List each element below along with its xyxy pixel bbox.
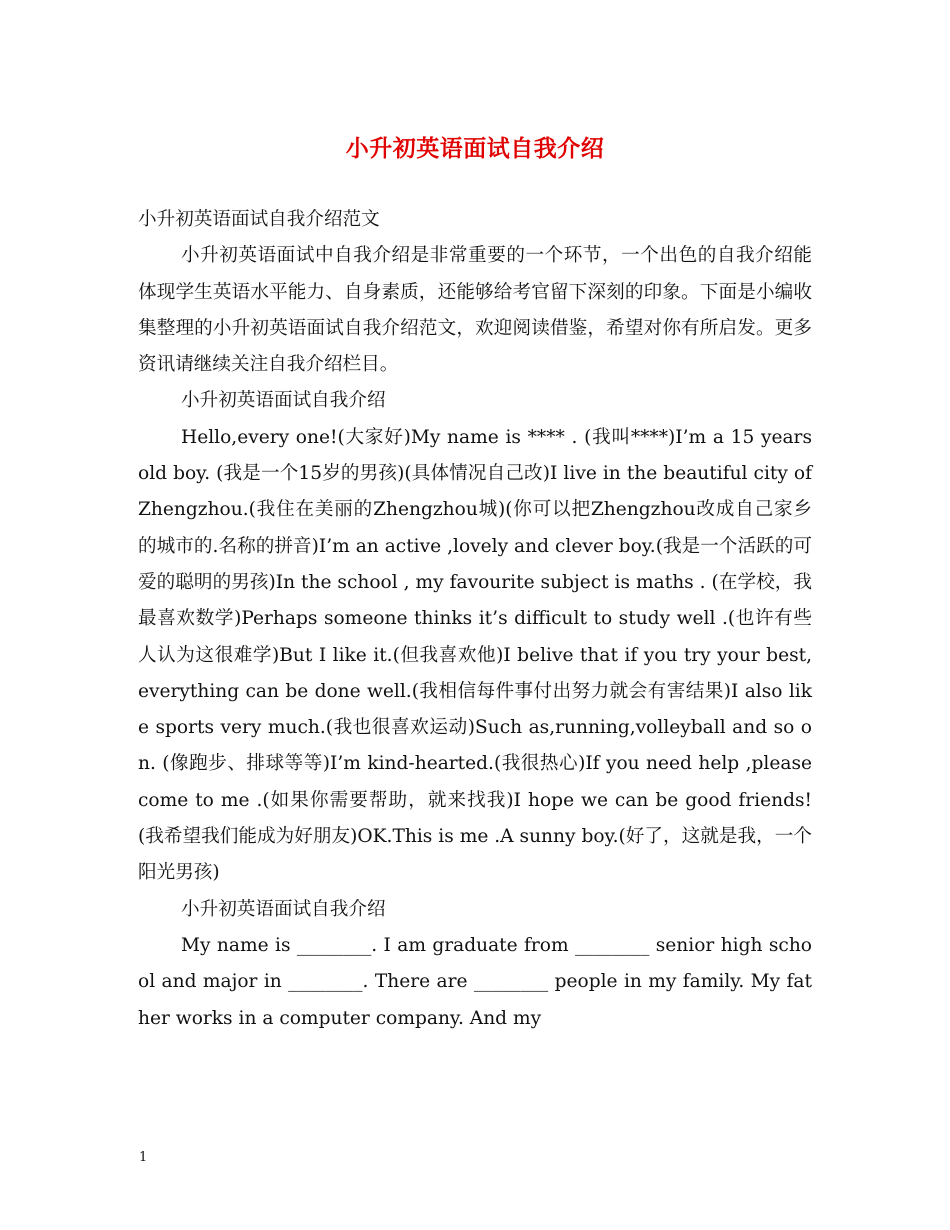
page-number: 1: [139, 1150, 148, 1165]
document-title: 小升初英语面试自我介绍: [345, 135, 605, 162]
body-paragraph: Hello,every one!(大家好)My name is **** . (我叫****)I’m a 15 years old boy. (我是一个15岁的男孩)(具体情况自己改)I live in the beautiful city of Zhengzhou.(我住在美丽的Zhengzhou城)(你可以把Zhengzhou改成自己家乡的城市的.名称的拼音)I’m an active ,lovely and clever boy.(我是一个活跃的可爱的聪明的男孩)In the school , my favourite subject is maths . (在学校，我最喜欢数学)Perhaps someone thinks it’s difficult to study well .(也许有些人认为这很难学)But I like it.(但我喜欢他)I belive that if you try your best, everything can be done well.(我相信每件事付出努力就会有害结果)I also like sports very much.(我也很喜欢运动)Such as,running,volleyball and so on. (像跑步、排球等等)I’m kind-hearted.(我很热心)If you need help ,please come to me .(如果你需要帮助，就来找我)I hope we can be good friends!(我希望我们能成为好朋友)OK.This is me .A sunny boy.(好了，这就是我，一个阳光男孩): [138, 426, 812, 884]
section-heading: 小升初英语面试自我介绍范文: [138, 209, 380, 230]
body-paragraph: My name is ________. I am graduate from ________ senior high school and major in ________. There are ________ people in my family. My father works in a computer company. And my: [138, 934, 812, 1029]
document-body: [138, 202, 812, 1037]
body-paragraph: 小升初英语面试中自我介绍是非常重要的一个环节，一个出色的自我介绍能体现学生英语水平能力、自身素质，还能够给考官留下深刻的印象。下面是小编收集整理的小升初英语面试自我介绍范文，欢迎阅读借鉴，希望对你有所启发。更多资讯请继续关注自我介绍栏目。: [138, 245, 812, 376]
body-paragraph: 小升初英语面试自我介绍: [181, 898, 386, 920]
body-paragraph: 小升初英语面试自我介绍: [181, 390, 386, 412]
